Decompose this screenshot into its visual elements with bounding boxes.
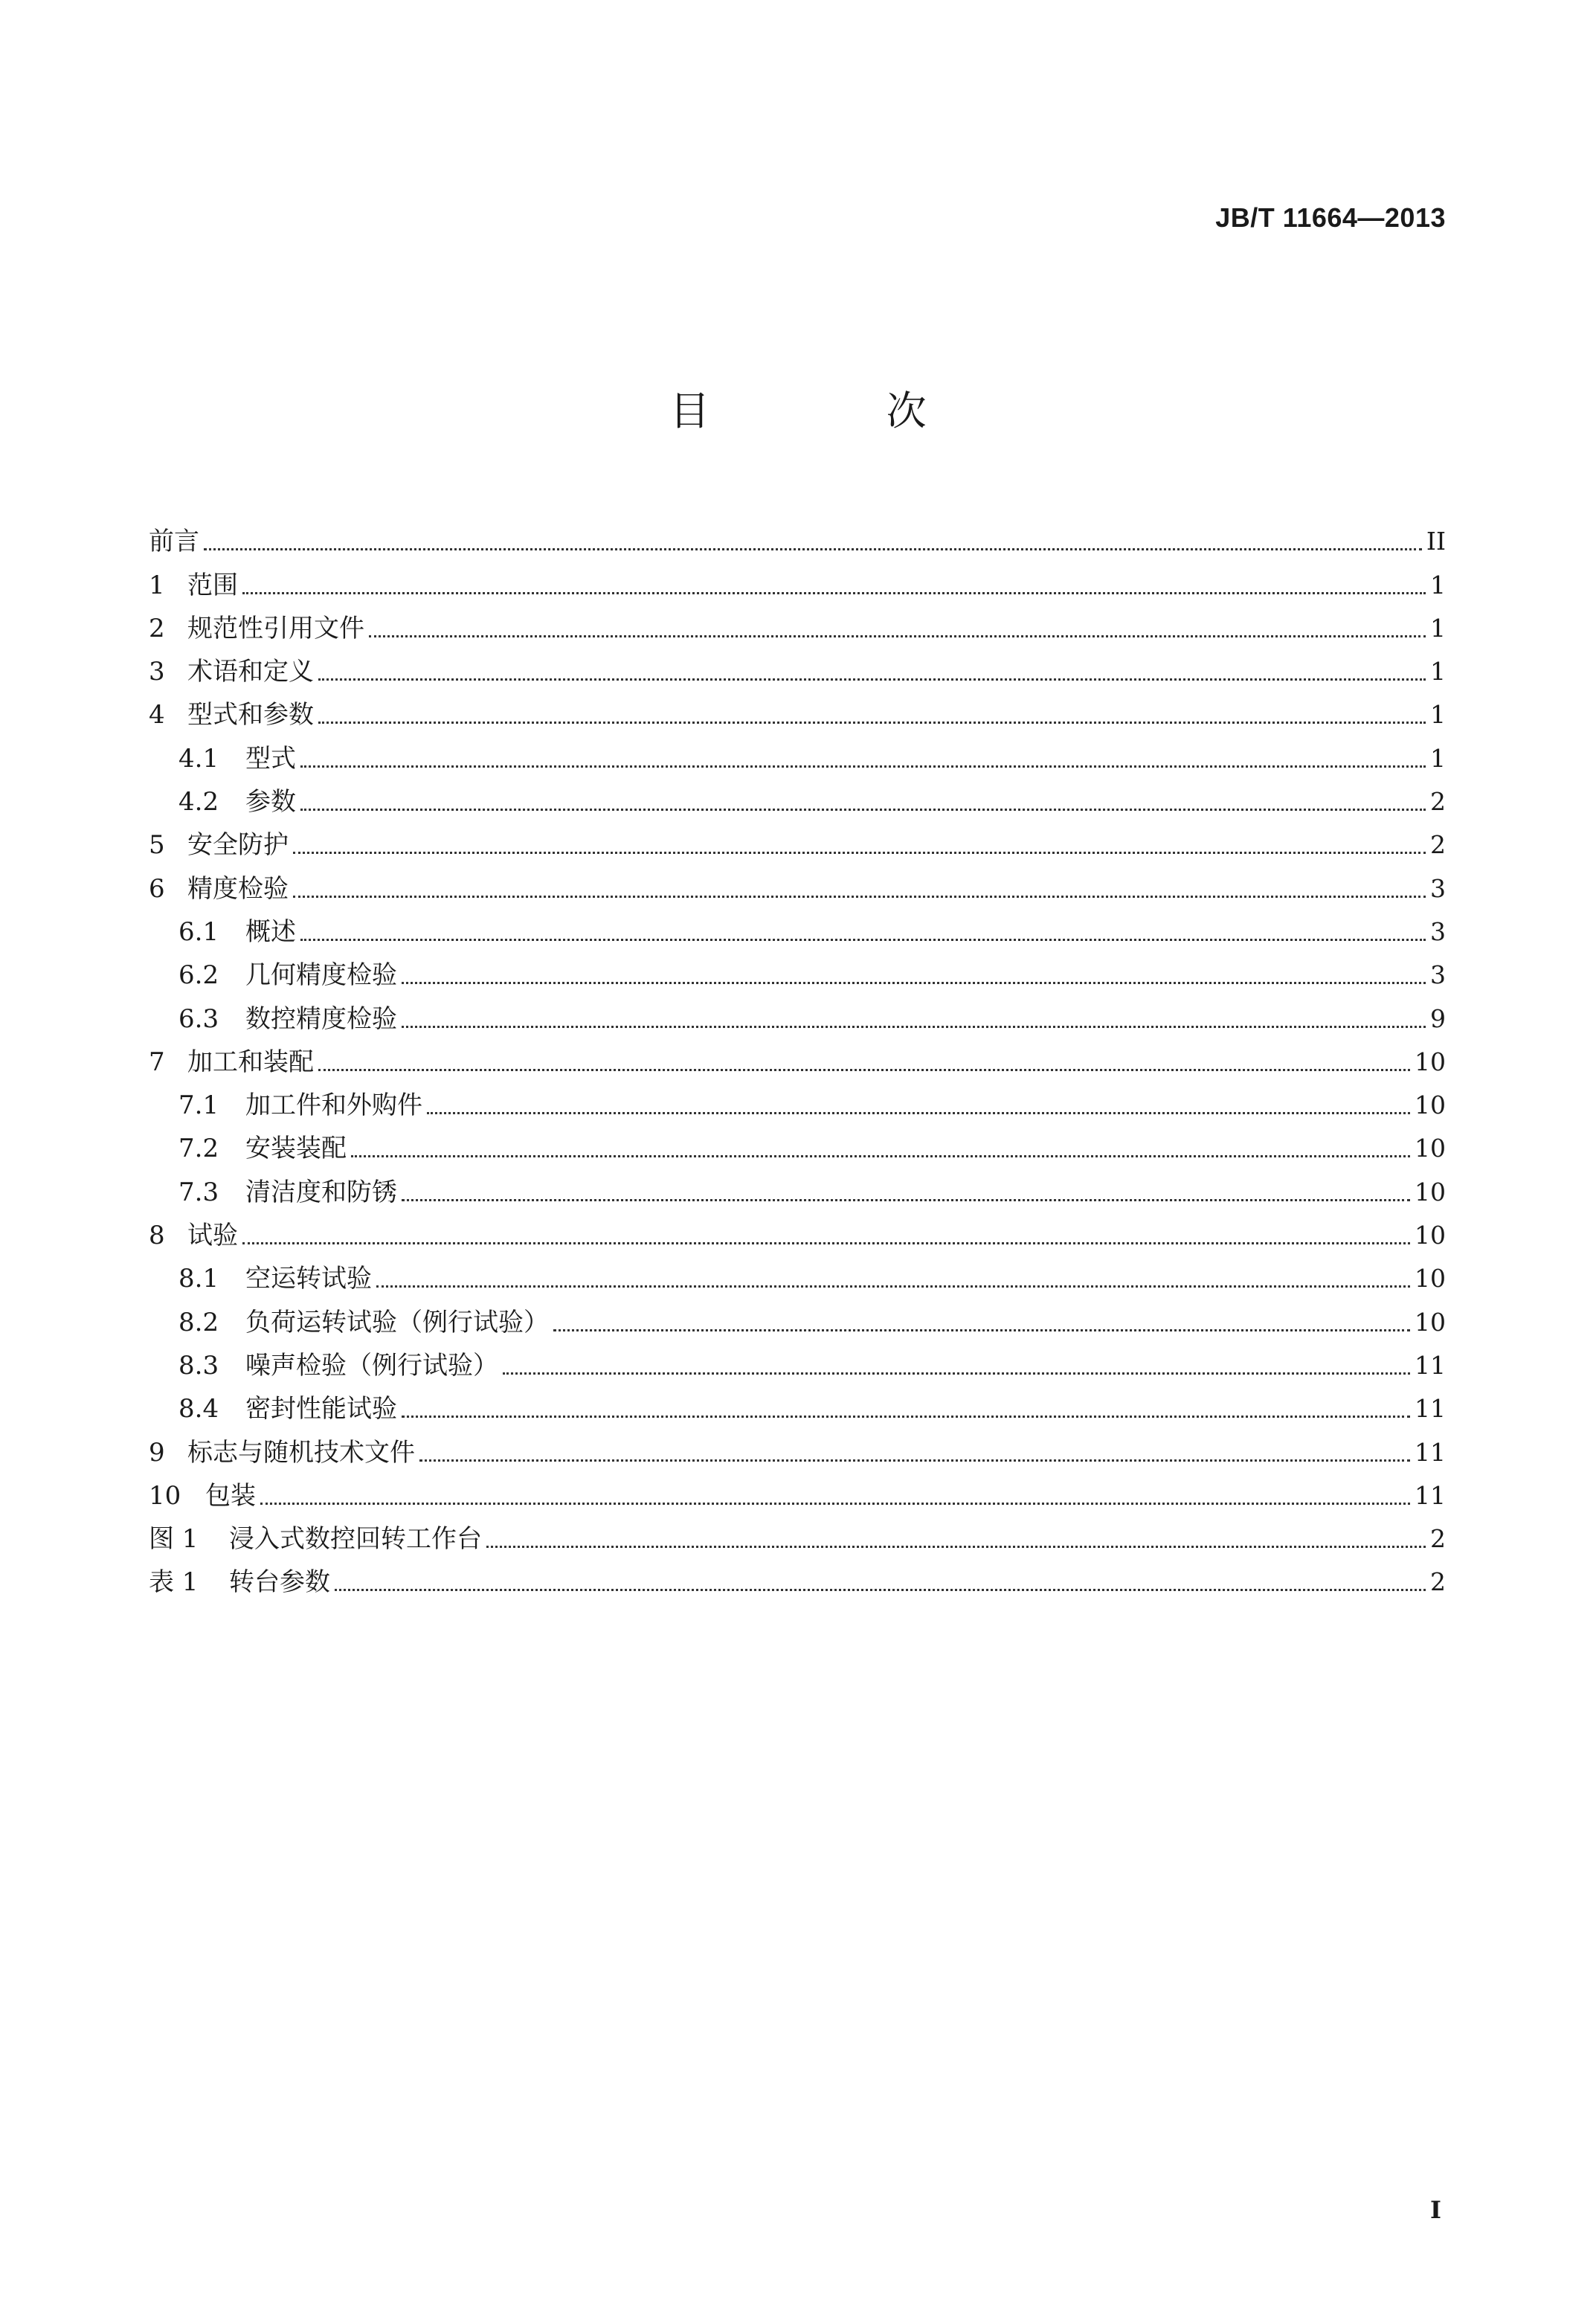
toc-entry[interactable] xyxy=(149,1077,1446,1120)
toc-entry-page: 11 xyxy=(1415,1350,1446,1380)
toc-entry-number: 9 xyxy=(149,1437,165,1468)
toc-entry-page: 11 xyxy=(1415,1394,1446,1424)
toc-entry-number: 1 xyxy=(149,570,165,600)
toc-entry-number: 6.2 xyxy=(178,960,219,991)
toc-entry[interactable] xyxy=(149,1424,1446,1467)
toc-entry-page: 3 xyxy=(1430,960,1446,990)
toc-leader-dots xyxy=(242,591,1426,594)
toc-entry-page: 1 xyxy=(1430,570,1446,600)
toc-entry-number: 4.1 xyxy=(178,743,219,774)
toc-entry[interactable] xyxy=(149,513,1446,556)
toc-entry[interactable] xyxy=(149,687,1446,730)
toc-entry-number: 4.2 xyxy=(178,787,219,817)
toc-entry-label: 安全防护 xyxy=(187,830,289,861)
toc-entry-label: 概述 xyxy=(245,916,296,947)
toc-leader-dots xyxy=(318,1068,1410,1071)
toc-entry[interactable] xyxy=(149,1381,1446,1424)
toc-entry-page: 2 xyxy=(1430,1524,1446,1554)
toc-entry-number: 8.4 xyxy=(178,1394,219,1424)
toc-leader-dots xyxy=(419,1459,1410,1462)
toc-entry[interactable] xyxy=(149,1207,1446,1250)
toc-entry-number: 4 xyxy=(149,700,165,730)
toc-entry-page: 3 xyxy=(1430,916,1446,946)
toc-entry[interactable] xyxy=(149,600,1446,643)
toc-entry-number: 2 xyxy=(149,613,165,643)
toc-entry-page: 2 xyxy=(1430,787,1446,817)
toc-entry-page: 11 xyxy=(1415,1437,1446,1467)
toc-entry[interactable] xyxy=(149,1120,1446,1163)
toc-entry[interactable] xyxy=(149,860,1446,903)
toc-leader-dots xyxy=(351,1154,1410,1157)
toc-entry[interactable] xyxy=(149,1554,1446,1597)
toc-entry-label: 浸入式数控回转工作台 xyxy=(229,1524,482,1555)
toc-entry-page: 10 xyxy=(1415,1134,1446,1163)
toc-entry-page: 1 xyxy=(1430,700,1446,730)
toc-entry-label: 前言 xyxy=(149,527,199,557)
toc-entry-label: 加工件和外购件 xyxy=(245,1090,422,1121)
toc-entry-number: 图 1 xyxy=(149,1524,199,1555)
toc-entry-number: 7.1 xyxy=(178,1090,219,1121)
toc-entry-number: 7.3 xyxy=(178,1177,219,1207)
toc-leader-dots xyxy=(376,1285,1410,1288)
toc-entry-page: 10 xyxy=(1415,1307,1446,1337)
toc-entry-number: 6.1 xyxy=(178,916,219,947)
toc-entry-number: 8.1 xyxy=(178,1264,219,1294)
toc-entry-label: 精度检验 xyxy=(187,873,289,904)
toc-entry-label: 清洁度和防锈 xyxy=(245,1177,397,1207)
toc-leader-dots xyxy=(293,895,1426,898)
toc-leader-dots xyxy=(260,1502,1410,1505)
toc-leader-dots xyxy=(293,851,1426,854)
toc-leader-dots xyxy=(402,1415,1410,1418)
toc-entry-label: 空运转试验 xyxy=(245,1264,372,1294)
toc-leader-dots xyxy=(369,634,1426,637)
toc-entry-page: 10 xyxy=(1415,1047,1446,1076)
toc-entry-label: 几何精度检验 xyxy=(245,960,397,991)
page-title: 目 次 xyxy=(669,388,1008,434)
toc-leader-dots xyxy=(300,938,1426,941)
toc-entry-number: 8 xyxy=(149,1221,165,1251)
toc-leader-dots xyxy=(402,1025,1426,1028)
toc-entry-number: 8.3 xyxy=(178,1350,219,1381)
toc-entry[interactable] xyxy=(149,1337,1446,1381)
toc-entry-page: 1 xyxy=(1430,613,1446,643)
toc-entry-number: 7 xyxy=(149,1047,165,1077)
toc-entry-label: 参数 xyxy=(245,787,296,817)
toc-leader-dots xyxy=(553,1328,1410,1331)
toc-entry-page: 2 xyxy=(1430,830,1446,860)
toc-entry-page: 9 xyxy=(1430,1003,1446,1033)
toc-entry-number: 7.2 xyxy=(178,1134,219,1164)
toc-entry-number: 3 xyxy=(149,657,165,687)
toc-entry[interactable] xyxy=(149,643,1446,687)
toc-entry-label: 术语和定义 xyxy=(187,657,314,687)
toc-entry[interactable] xyxy=(149,904,1446,947)
toc-entry-label: 负荷运转试验（例行试验） xyxy=(245,1307,549,1337)
toc-leader-dots xyxy=(335,1588,1426,1591)
toc-entry-label: 范围 xyxy=(187,570,238,600)
toc-entry[interactable] xyxy=(149,990,1446,1033)
toc-entry[interactable] xyxy=(149,817,1446,860)
toc-entry-label: 加工和装配 xyxy=(187,1047,314,1077)
toc-entry[interactable] xyxy=(149,1163,1446,1207)
toc-entry-label: 试验 xyxy=(187,1221,238,1251)
toc-entry-label: 型式 xyxy=(245,743,296,774)
toc-entry-page: 2 xyxy=(1430,1567,1446,1597)
toc-entry-label: 安装装配 xyxy=(245,1134,347,1164)
toc-entry-label: 噪声检验（例行试验） xyxy=(245,1350,498,1381)
toc-leader-dots xyxy=(204,547,1422,550)
toc-entry-label: 转台参数 xyxy=(229,1567,330,1598)
toc-entry-label: 包装 xyxy=(205,1480,256,1511)
page-number: I xyxy=(1430,2196,1441,2224)
toc-entry[interactable] xyxy=(149,1294,1446,1337)
toc-entry-number: 6 xyxy=(149,873,165,904)
toc-entry-page: 1 xyxy=(1430,657,1446,687)
table-of-contents xyxy=(149,513,1446,1597)
toc-leader-dots xyxy=(300,765,1426,768)
toc-entry[interactable] xyxy=(149,947,1446,990)
toc-entry-page: II xyxy=(1426,527,1446,556)
toc-leader-dots xyxy=(402,1198,1410,1201)
toc-entry-label: 数控精度检验 xyxy=(245,1003,397,1034)
toc-entry[interactable] xyxy=(149,774,1446,817)
toc-entry-page: 10 xyxy=(1415,1221,1446,1250)
standard-number: JB/T 11664—2013 xyxy=(1215,202,1446,233)
toc-leader-dots xyxy=(318,678,1426,681)
toc-entry-page: 11 xyxy=(1415,1480,1446,1510)
toc-entry-page: 10 xyxy=(1415,1177,1446,1207)
toc-leader-dots xyxy=(402,981,1426,984)
toc-entry-number: 5 xyxy=(149,830,165,861)
toc-entry-page: 10 xyxy=(1415,1090,1446,1120)
toc-entry-label: 规范性引用文件 xyxy=(187,613,364,643)
toc-leader-dots xyxy=(503,1372,1410,1375)
toc-entry-number: 表 1 xyxy=(149,1567,199,1598)
toc-entry[interactable] xyxy=(149,1034,1446,1077)
toc-entry-label: 密封性能试验 xyxy=(245,1394,397,1424)
toc-leader-dots xyxy=(242,1241,1410,1244)
toc-entry[interactable] xyxy=(149,1468,1446,1511)
toc-entry-page: 1 xyxy=(1430,743,1446,773)
toc-entry-number: 10 xyxy=(149,1480,181,1511)
toc-entry[interactable] xyxy=(149,1250,1446,1294)
toc-entry-page: 10 xyxy=(1415,1264,1446,1294)
toc-entry-label: 型式和参数 xyxy=(187,700,314,730)
toc-leader-dots xyxy=(318,721,1426,724)
toc-entry-number: 8.2 xyxy=(178,1307,219,1337)
toc-entry-page: 3 xyxy=(1430,873,1446,903)
toc-entry[interactable] xyxy=(149,1511,1446,1554)
toc-entry[interactable] xyxy=(149,556,1446,600)
toc-leader-dots xyxy=(300,808,1426,811)
toc-entry-number: 6.3 xyxy=(178,1003,219,1034)
toc-entry-label: 标志与随机技术文件 xyxy=(187,1437,415,1468)
toc-entry[interactable] xyxy=(149,730,1446,773)
toc-leader-dots xyxy=(486,1545,1426,1548)
toc-leader-dots xyxy=(427,1111,1410,1114)
